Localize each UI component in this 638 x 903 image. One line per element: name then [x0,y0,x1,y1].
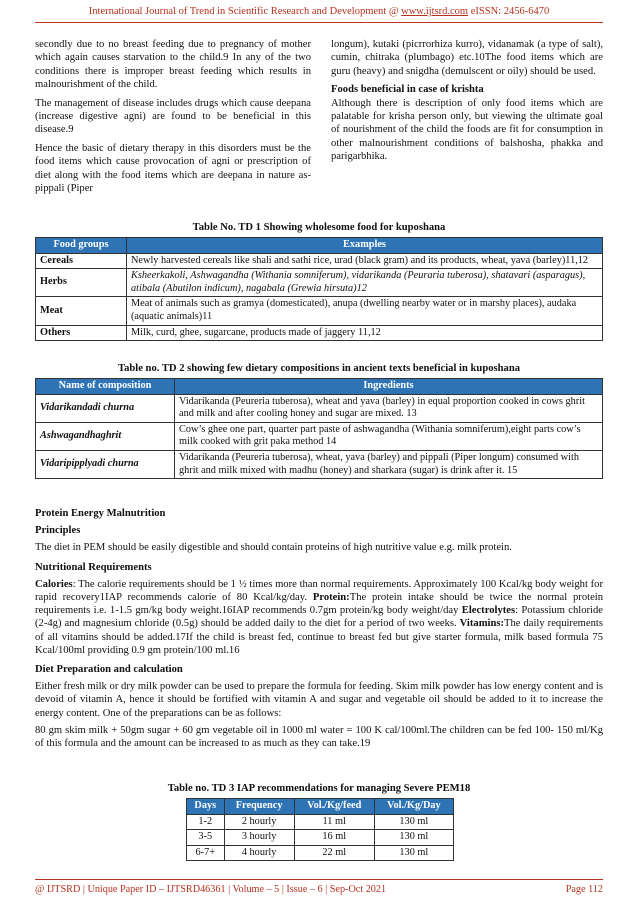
nutritional-requirements-heading: Nutritional Requirements [35,561,152,573]
column-header: Name of composition [36,379,175,395]
footer-rule [35,879,603,880]
composition-name-cell: Vidaripipplyadi churna [36,450,175,478]
food-group-cell: Meat [36,297,127,325]
ingredients-cell: Vidarikanda (Peureria tuberosa), wheat, yava (barley) and pippali (Piper longum) consumed with ghrit and milk mixed with madhu (honey) and sharkara (sugar) is drink after it. 15 [175,450,603,478]
frequency-cell: 4 hourly [224,845,294,861]
table-row [36,394,603,422]
diet-paragraph-2: 80 gm skim milk + 50gm sugar + 60 gm vegetable oil in 1000 ml water = 100 K cal/100ml.The children can be fed 100- 150 ml/Kg of this formula and the amount can be increased to as much as they can take.19 [35,724,603,750]
footer-info: @ IJTSRD | Unique Paper ID – IJTSRD46361 | Volume – 5 | Issue – 6 | Sep-Oct 2021 [35,884,387,895]
right-paragraph-2: Although there is description of only food items which are palatable for krisha person only, but viewing the ultimate goal of nourishment of the child the foods are fit for consumption in other malnourishment conditions of balshosha, phakka and parigarbhika. [331,97,603,163]
composition-name-cell: Vidarikandadi churna [36,394,175,422]
page-number: Page 112 [565,884,603,895]
vitamins-label: Vitamins: [459,618,505,630]
table-row [36,269,603,297]
table-dietary-compositions [35,378,603,479]
ingredients-cell: Cow’s ghee one part, quarter part paste of ashwagandha (Withania somniferum),eight parts cow’s milk cooked with grit paka method 14 [175,422,603,450]
right-paragraph-1: longum), kutaki (picrrorhiza kurro), vidanamak (a type of salt), cumin, chitraka (plumbago) etc.10The food items which are guru (heavy) and snigdha (demulscent or oily) should be used. [331,39,603,77]
journal-name: International Journal of Trend in Scientific Research and Development @ [88,6,399,17]
principles-heading: Principles [35,525,81,537]
table-row [36,297,603,325]
diet-paragraph-1: Either fresh milk or dry milk powder can be used to prepare the formula for feeding. Skim milk powder has low energy content and is devoid of vitamin A, hence it should be fortified with vitamin A and sugar and vegetable oil should be added to it to increase the energy content. One of the preparations can be as follows: [35,681,603,719]
table-header-row [36,238,603,254]
column-header: Days [187,799,225,815]
left-paragraph-2: The management of disease includes drugs which cause deepana (increase digestive agni) are found to be beneficial in this disease.9 [35,97,311,136]
protein-text: The protein intake should be twice the normal protein requirements i.e. 1-1.5 gm/kg body weight.16IAP recommends 0.7gm protein/kg body weight/day [35,592,604,617]
pem-section [35,507,603,754]
examples-cell: Milk, curd, ghee, sugarcane, products made of jaggery 11,12 [127,325,603,341]
electrolytes-label: Electrolytes [461,605,516,617]
table2-caption: Table no. TD 2 showing few dietary compositions in ancient texts beneficial in kuposhana [117,363,521,374]
table-row [187,814,454,830]
days-cell: 1-2 [187,814,225,830]
examples-cell: Newly harvested cereals like shali and sathi rice, urad (black gram) and its products, wheat, yava (barley)11,12 [127,253,603,269]
left-paragraph-3: Hence the basic of dietary therapy in this disorders must be the food items which cause provocation of agni or prescription of diet along with the food items which are deepana in nature as- pippali (Piper [35,142,311,195]
table-row [36,422,603,450]
table-row [36,450,603,478]
page-footer [35,884,603,895]
column-header: Vol./Kg/feed [294,799,374,815]
table-iap-recommendations [186,798,454,861]
table-header-row [187,799,454,815]
days-cell: 6-7+ [187,845,225,861]
vol-feed-cell: 16 ml [294,830,374,846]
examples-cell: Ksheerkakoli, Ashwagandha (Withania somniferum), vidarikanda (Peuraria tuberosa), shatavari (asparagus), atibala (Abutilon indicum), nagabala (Grewia hirsuta)12 [127,269,603,297]
electrolytes-text: : Potassium chloride (2-4g) and magnesium chloride (0.5g) should be added daily to the diet for a period of two weeks. [35,605,603,630]
left-paragraph-1: secondly due to no breast feeding due to pregnancy of mother which again causes starvation to the child.9 In any of the two conditions there is improper breast feeding which results in malnourishment of the child. [35,39,311,91]
table-row [187,845,454,861]
food-group-cell: Cereals [36,253,127,269]
frequency-cell: 3 hourly [224,830,294,846]
table1-caption: Table No. TD 1 Showing wholesome food for kuposhana [192,222,446,233]
table-wholesome-food [35,237,603,341]
column-header: Food groups [36,238,127,254]
vol-day-cell: 130 ml [374,830,453,846]
column-header: Ingredients [175,379,603,395]
krishta-heading: Foods beneficial in case of krishta [331,84,484,96]
vol-day-cell: 130 ml [374,845,453,861]
table3-caption: Table no. TD 3 IAP recommendations for managing Severe PEM18 [167,783,471,794]
vol-feed-cell: 22 ml [294,845,374,861]
examples-cell: Meat of animals such as gramya (domesticated), anupa (dwelling nearby water or in marshy places), audaka (aquatic animals)11 [127,297,603,325]
frequency-cell: 2 hourly [224,814,294,830]
principles-paragraph: The diet in PEM should be easily digestible and should contain proteins of high nutritive value e.g. milk protein. [35,542,512,554]
composition-name-cell: Ashwagandhaghrit [36,422,175,450]
vitamins-text: The daily requirements of all vitamins should be added.17If the child is breast fed, continue to breast fed but give starter formula, milk based formula 75 Kcal/100ml providing 0.9 gm protein/100 ml.16 [35,618,603,656]
eissn: eISSN: 2456-6470 [470,6,550,17]
column-header: Vol./Kg/Day [374,799,453,815]
column-header: Frequency [224,799,294,815]
left-column [35,38,311,200]
header-rule [35,22,603,23]
right-column [331,38,603,169]
days-cell: 3-5 [187,830,225,846]
ingredients-cell: Vidarikanda (Peureria tuberosa), wheat and yava (barley) in equal proportion cooked in cows ghrit and milk and after cooling honey and sugar are mixed. 13 [175,394,603,422]
vol-day-cell: 130 ml [374,814,453,830]
running-header [0,6,638,17]
table-row [36,325,603,341]
table-row [36,253,603,269]
table-row [187,830,454,846]
table-header-row [36,379,603,395]
journal-url-link[interactable]: www.ijtsrd.com [401,6,469,17]
protein-label: Protein: [312,592,350,604]
column-header: Examples [127,238,603,254]
food-group-cell: Herbs [36,269,127,297]
food-group-cell: Others [36,325,127,341]
vol-feed-cell: 11 ml [294,814,374,830]
requirements-paragraph [35,578,603,657]
calories-text: : The calorie requirements should be 1 ½ times more than normal requirements. Approximately 100 Kcal/kg body weight for rapid recovery1IAP recommends calorie of 80 Kcal/kg/day. [35,578,603,604]
calories-label: Calories [35,578,73,590]
diet-preparation-heading: Diet Preparation and calculation [35,664,183,676]
pem-heading: Protein Energy Malnutrition [35,508,166,519]
